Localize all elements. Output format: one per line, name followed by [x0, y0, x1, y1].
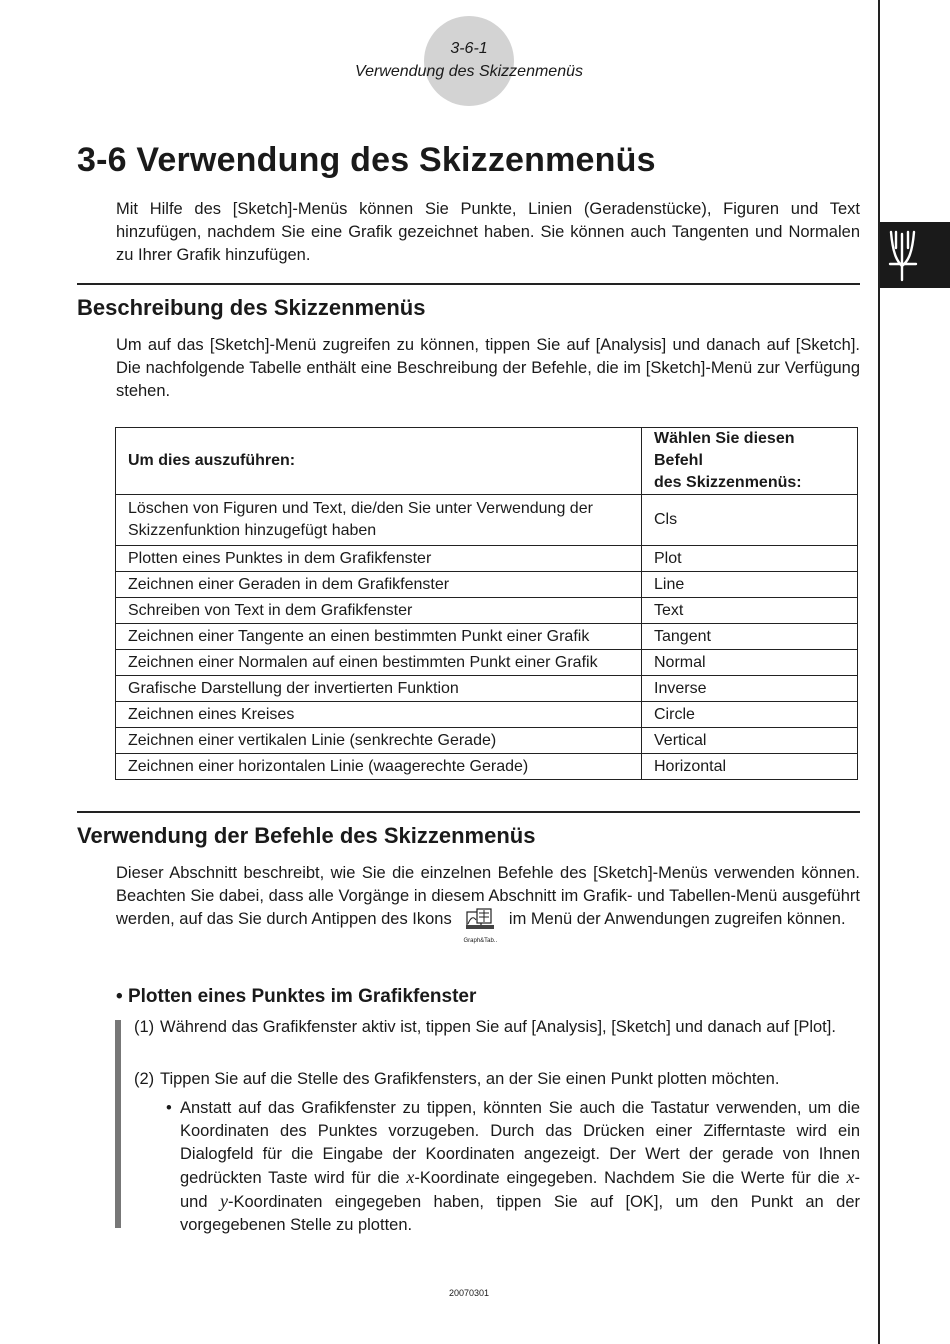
action-line1: Löschen von Figuren und Text, die/den Sie unter Verwendung der	[128, 500, 593, 517]
table-row	[116, 598, 858, 624]
table-cell-action: Zeichnen einer horizontalen Linie (waagerechte Gerade)	[116, 754, 642, 780]
chapter-tab	[880, 222, 950, 288]
page-number: 3-6-1	[450, 40, 488, 57]
table-header-command	[642, 428, 858, 495]
table-cell-command: Circle	[642, 702, 858, 728]
table-cell-command: Vertical	[642, 728, 858, 754]
table-row	[116, 624, 858, 650]
right-margin-rule	[878, 0, 880, 1344]
graph-sketch-icon	[886, 226, 922, 284]
table-cell-command: Horizontal	[642, 754, 858, 780]
table-row	[116, 754, 858, 780]
heading-bullet: •	[116, 986, 123, 1007]
table-row	[116, 546, 858, 572]
header-circle	[424, 16, 514, 106]
note-part4: -Koordinaten eingegeben haben, tippen Sie auf [OK], um den Punkt an der vorgegebenen Stelle zu plotten.	[180, 1193, 860, 1234]
usage-heading: Verwendung der Befehle des Skizzenmenüs	[77, 823, 536, 848]
graph-table-app-icon	[460, 908, 500, 944]
usage-text	[116, 862, 860, 944]
table-header-command-line2: des Skizzenmenüs:	[654, 474, 802, 491]
graph-table-icon	[466, 908, 494, 930]
table-row	[116, 495, 858, 546]
table-cell-action: Zeichnen einer Tangente an einen bestimmten Punkt einer Grafik	[116, 624, 642, 650]
table-row	[116, 676, 858, 702]
usage-text-part1: Dieser Abschnitt beschreibt, wie Sie die einzelnen Befehle des [Sketch]-Menüs verwenden können. Beachten Sie dabei, dass alle Vorgänge in diesem Abschnitt im Grafik- und Tabellen-Menü ausgeführt werden, auf das Sie durch Antippen des Ikons	[116, 864, 860, 928]
table-cell-command: Tangent	[642, 624, 858, 650]
table-row	[116, 650, 858, 676]
table-cell-command: Line	[642, 572, 858, 598]
note-part3: - und	[180, 1169, 860, 1211]
table-cell-command: Inverse	[642, 676, 858, 702]
graph-table-icon-caption: Graph&Tab..	[463, 938, 498, 944]
var-x: x	[846, 1167, 855, 1187]
table-header-command-line1: Wählen Sie diesen Befehl	[654, 430, 795, 469]
table-cell-action: Zeichnen eines Kreises	[116, 702, 642, 728]
command-table	[115, 427, 858, 780]
plot-heading-text: Plotten eines Punktes im Grafikfenster	[127, 986, 477, 1007]
table-row	[116, 702, 858, 728]
description-heading: Beschreibung des Skizzenmenüs	[77, 295, 426, 320]
table-cell-action: Zeichnen einer vertikalen Linie (senkrechte Gerade)	[116, 728, 642, 754]
table-row	[116, 728, 858, 754]
step-2	[134, 1068, 862, 1091]
step-number: (2)	[134, 1070, 155, 1088]
running-title: Verwendung des Skizzenmenüs	[355, 63, 583, 80]
keyboard-note	[166, 1097, 860, 1237]
note-text	[166, 1097, 860, 1237]
section-title: 3-6 Verwendung des Skizzenmenüs	[77, 141, 656, 179]
table-row	[116, 572, 858, 598]
step-text: Während das Grafikfenster aktiv ist, tippen Sie auf [Analysis], [Sketch] und danach auf [Plot].	[160, 1018, 836, 1036]
plot-heading	[116, 986, 476, 1008]
section-divider	[77, 811, 860, 813]
action-line2: Skizzenfunktion hinzugefügt haben	[128, 522, 377, 539]
section-intro: Mit Hilfe des [Sketch]-Menüs können Sie Punkte, Linien (Geradenstücke), Figuren und Text hinzufügen, nachdem Sie eine Grafik gezeichnet haben. Sie können auch Tangenten und Normalen zu Ihrer Grafik hinzufügen.	[116, 200, 860, 264]
procedure-bar	[115, 1020, 121, 1228]
table-cell-action: Schreiben von Text in dem Grafikfenster	[116, 598, 642, 624]
step-text: Tippen Sie auf die Stelle des Grafikfensters, an der Sie einen Punkt plotten möchten.	[160, 1070, 780, 1088]
table-cell-command: Plot	[642, 546, 858, 572]
usage-text-part2: im Menü der Anwendungen zugreifen können.	[508, 910, 846, 928]
table-cell-action: Grafische Darstellung der invertierten Funktion	[116, 676, 642, 702]
step-1	[134, 1016, 862, 1039]
note-part2: -Koordinate eingegeben. Nachdem Sie die Werte für die	[414, 1169, 840, 1187]
table-cell-command: Text	[642, 598, 858, 624]
table-cell-action: Zeichnen einer Geraden in dem Grafikfenster	[116, 572, 642, 598]
section-divider	[77, 283, 860, 285]
table-cell-action: Plotten eines Punktes in dem Grafikfenster	[116, 546, 642, 572]
description-text: Um auf das [Sketch]-Menü zugreifen zu können, tippen Sie auf [Analysis] und danach auf [Sketch]. Die nachfolgende Tabelle enthält eine Beschreibung der Befehle, die im [Sketch]-Menü zur Verfügung stehen.	[116, 336, 860, 400]
var-y: y	[219, 1191, 228, 1211]
table-header-row	[116, 428, 858, 495]
table-cell-command: Normal	[642, 650, 858, 676]
footer-code: 20070301	[448, 1288, 490, 1298]
table-cell-command: Cls	[642, 495, 858, 546]
table-cell-action: Zeichnen einer Normalen auf einen bestimmten Punkt einer Grafik	[116, 650, 642, 676]
note-bullet: •	[166, 1099, 172, 1117]
note-part1: Anstatt auf das Grafikfenster zu tippen, könnten Sie auch die Tastatur verwenden, um die Koordinaten des Punktes vorzugeben. Durch das Drücken einer Zifferntaste wird ein Dialogfeld für die Eingabe der Koordinaten angezeigt. Der Wert der gerade von Ihnen gedrückten Taste wird für die	[180, 1099, 860, 1187]
step-number: (1)	[134, 1018, 155, 1036]
table-header-action: Um dies auszuführen:	[116, 428, 642, 495]
var-x: x	[406, 1167, 415, 1187]
table-cell-action	[116, 495, 642, 546]
